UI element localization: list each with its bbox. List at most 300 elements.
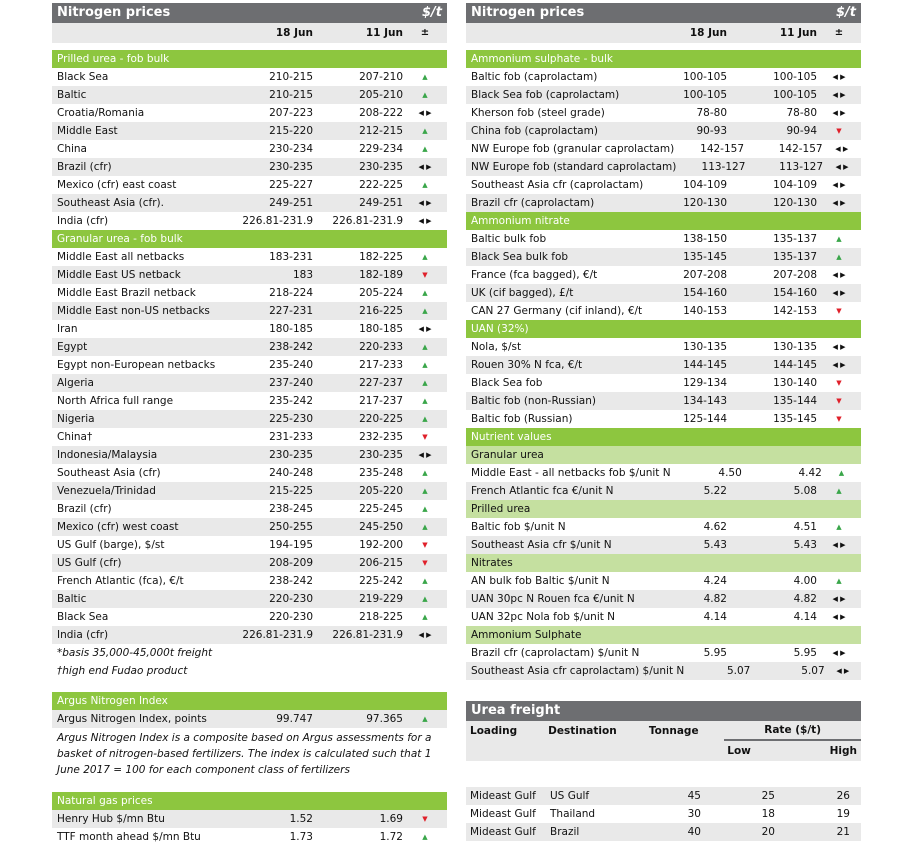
trend-unchanged-icon: ◀ ▶ (418, 325, 432, 333)
section-header: Natural gas prices (52, 792, 447, 810)
value-11-jun: 219-229 (359, 593, 403, 605)
section-header: Prilled urea - fob bulk (52, 50, 447, 68)
value-18-jun: 207-223 (269, 107, 313, 119)
trend-unchanged-icon: ◀ ▶ (832, 271, 846, 279)
row-label: NW Europe fob (granular caprolactam) (471, 143, 675, 155)
row-label: Egypt non-European netbacks (57, 359, 216, 371)
table-row (52, 392, 447, 410)
spacer (52, 680, 447, 692)
value-11-jun: 225-245 (359, 503, 403, 515)
value-11-jun: 135-137 (773, 233, 817, 245)
section-header: Nutrient values (466, 428, 861, 446)
row-label: Algeria (57, 377, 94, 389)
table-row (466, 392, 861, 410)
table-row (52, 158, 447, 176)
value-11-jun: 5.43 (793, 539, 817, 551)
row-label: France (fca bagged), €/t (471, 269, 598, 281)
trend-unchanged-icon: ◀ ▶ (418, 109, 432, 117)
value-11-jun: 142-157 (778, 143, 823, 155)
col-loading: Loading (470, 725, 518, 737)
value-11-jun: 207-208 (773, 269, 817, 281)
column-header-1: 18 Jun (689, 27, 727, 39)
table-row (466, 230, 861, 248)
trend-unchanged-icon: ◀ ▶ (832, 541, 846, 549)
value-11-jun: 192-200 (359, 539, 403, 551)
trend-up-icon: ▲ (836, 487, 842, 495)
value-18-jun: 208-209 (269, 557, 313, 569)
value-11-jun: 218-225 (359, 611, 403, 623)
value-18-jun: 129-134 (683, 377, 727, 389)
row-label: French Atlantic (fca), €/t (57, 575, 184, 587)
value-18-jun: 210-215 (269, 89, 313, 101)
table-row (466, 590, 861, 608)
trend-unchanged-icon: ◀ ▶ (418, 631, 432, 639)
value-18-jun: 240-248 (269, 467, 313, 479)
destination: Thailand (550, 808, 596, 820)
table-row (466, 194, 861, 212)
trend-up-icon: ▲ (422, 289, 428, 297)
freight-title (466, 701, 861, 721)
section-header: Ammonium sulphate - bulk (466, 50, 861, 68)
value-11-jun: 135-137 (773, 251, 817, 263)
row-label: Brazil (cfr) (57, 161, 112, 173)
value-11-jun: 4.42 (798, 467, 822, 479)
table-row (52, 212, 447, 230)
table-row (466, 248, 861, 266)
row-label: US Gulf (barge), $/st (57, 539, 165, 551)
trend-unchanged-icon: ◀ ▶ (832, 649, 846, 657)
column-header-2: 11 Jun (365, 27, 403, 39)
value-18-jun: 104-109 (683, 179, 727, 191)
table-row (466, 176, 861, 194)
row-label: Black Sea (57, 71, 109, 83)
row-label: Middle East (57, 125, 118, 137)
value-11-jun: 154-160 (773, 287, 817, 299)
table-row (52, 572, 447, 590)
value-11-jun: 226.81-231.9 (332, 215, 403, 227)
row-label: Brazil (cfr) (57, 503, 112, 515)
row-label: Nigeria (57, 413, 95, 425)
row-label: Baltic bulk fob (471, 233, 547, 245)
trend-up-icon: ▲ (422, 397, 428, 405)
row-label: Rouen 30% N fca, €/t (471, 359, 583, 371)
value-11-jun: 229-234 (359, 143, 403, 155)
rate-high: 19 (836, 808, 850, 820)
value-11-jun: 4.14 (793, 611, 817, 623)
value-18-jun: 230-235 (269, 449, 313, 461)
value-11-jun: 225-242 (359, 575, 403, 587)
value-18-jun: 235-242 (269, 395, 313, 407)
table-row (52, 536, 447, 554)
rate-low: 20 (761, 826, 775, 838)
rate-group (724, 721, 861, 761)
table-row (52, 194, 447, 212)
table-row (466, 266, 861, 284)
tonnage: 45 (687, 790, 701, 802)
col-tonnage: Tonnage (648, 725, 699, 737)
value-11-jun: 4.00 (793, 575, 817, 587)
value-11-jun: 5.08 (793, 485, 817, 497)
trend-up-icon: ▲ (422, 181, 428, 189)
value-18-jun: 100-105 (683, 71, 727, 83)
trend-up-icon: ▲ (422, 91, 428, 99)
table-row (52, 608, 447, 626)
value-11-jun: 208-222 (359, 107, 403, 119)
value-18-jun: 225-227 (269, 179, 313, 191)
trend-unchanged-icon: ◀ ▶ (418, 163, 432, 171)
trend-unchanged-icon: ◀ ▶ (832, 595, 846, 603)
value-11-jun: 216-225 (359, 305, 403, 317)
table-row (52, 122, 447, 140)
tonnage: 40 (687, 826, 701, 838)
rate-low: 25 (761, 790, 775, 802)
value-11-jun: 220-225 (359, 413, 403, 425)
value-11-jun: 130-135 (773, 341, 817, 353)
value-18-jun: 144-145 (683, 359, 727, 371)
value-18-jun: 4.82 (703, 593, 727, 605)
table-row (466, 284, 861, 302)
value-11-jun: 104-109 (773, 179, 817, 191)
trend-up-icon: ▲ (422, 127, 428, 135)
value-11-jun: 144-145 (773, 359, 817, 371)
row-label: French Atlantic fca €/unit N (471, 485, 614, 497)
value-11-jun: 142-153 (773, 305, 817, 317)
row-label: Kherson fob (steel grade) (471, 107, 605, 119)
value-11-jun: 120-130 (773, 197, 817, 209)
value-11-jun: 1.72 (379, 831, 403, 843)
row-label: Venezuela/Trinidad (57, 485, 156, 497)
table-row (52, 104, 447, 122)
freight-title-text: Urea freight (471, 703, 561, 718)
trend-up-icon: ▲ (422, 379, 428, 387)
value-11-jun: 90-94 (786, 125, 817, 137)
table-row (52, 464, 447, 482)
unit-label: $/t (421, 5, 442, 20)
row-label: Black Sea bulk fob (471, 251, 569, 263)
value-18-jun: 4.62 (703, 521, 727, 533)
row-label: Southeast Asia (cfr). (57, 197, 164, 209)
trend-unchanged-icon: ◀ ▶ (418, 217, 432, 225)
trend-unchanged-icon: ◀ ▶ (832, 613, 846, 621)
rate-low: 18 (761, 808, 775, 820)
trend-down-icon: ▼ (422, 815, 428, 823)
value-18-jun: 225-230 (269, 413, 313, 425)
value-11-jun: 100-105 (773, 89, 817, 101)
value-18-jun: 230-234 (269, 143, 313, 155)
row-label: India (cfr) (57, 215, 109, 227)
table-row (466, 464, 861, 482)
trend-up-icon: ▲ (422, 505, 428, 513)
value-18-jun: 4.14 (703, 611, 727, 623)
table-row (52, 338, 447, 356)
table-row (466, 158, 861, 176)
value-11-jun: 212-215 (359, 125, 403, 137)
value-11-jun: 182-189 (359, 269, 403, 281)
value-11-jun: 205-224 (359, 287, 403, 299)
section-header: UAN (32%) (466, 320, 861, 338)
freight-row (466, 805, 861, 823)
trend-up-icon: ▲ (422, 307, 428, 315)
trend-unchanged-icon: ◀ ▶ (832, 109, 846, 117)
table-row (52, 810, 447, 828)
value-11-jun: 249-251 (359, 197, 403, 209)
table-row (466, 140, 861, 158)
row-label: Southeast Asia cfr (caprolactam) (471, 179, 644, 191)
table-row (466, 356, 861, 374)
spacer (52, 780, 447, 792)
footnote: †high end Fudao product (57, 665, 188, 677)
row-label: Nola, $/st (471, 341, 522, 353)
panel-title (52, 3, 447, 23)
trend-up-icon: ▲ (422, 833, 428, 841)
row-label: Middle East US netback (57, 269, 181, 281)
value-11-jun: 182-225 (359, 251, 403, 263)
value-11-jun: 113-127 (779, 161, 824, 173)
value-11-jun: 5.95 (793, 647, 817, 659)
value-18-jun: 238-242 (269, 341, 313, 353)
loading: Mideast Gulf (470, 808, 536, 820)
value-11-jun: 5.07 (801, 665, 825, 677)
table-row (52, 248, 447, 266)
value-18-jun: 90-93 (696, 125, 727, 137)
value-11-jun: 100-105 (773, 71, 817, 83)
trend-unchanged-icon: ◀ ▶ (835, 163, 849, 171)
row-label: Middle East Brazil netback (57, 287, 196, 299)
value-18-jun: 78-80 (696, 107, 727, 119)
table-row (466, 86, 861, 104)
table-row (52, 410, 447, 428)
unit-label: $/t (835, 5, 856, 20)
value-18-jun: 154-160 (683, 287, 727, 299)
value-18-jun: 238-242 (269, 575, 313, 587)
table-row (52, 554, 447, 572)
trend-up-icon: ▲ (422, 715, 428, 723)
value-11-jun: 235-248 (359, 467, 403, 479)
row-label: US Gulf (cfr) (57, 557, 122, 569)
table-row (52, 500, 447, 518)
value-11-jun: 230-235 (359, 449, 403, 461)
trend-unchanged-icon: ◀ ▶ (832, 91, 846, 99)
value-18-jun: 231-233 (269, 431, 313, 443)
column-header (466, 23, 861, 43)
trend-down-icon: ▼ (836, 379, 842, 387)
row-label: Mexico (cfr) west coast (57, 521, 179, 533)
trend-unchanged-icon: ◀ ▶ (832, 199, 846, 207)
row-label: China† (57, 431, 93, 443)
trend-down-icon: ▼ (422, 559, 428, 567)
row-label: Baltic fob $/unit N (471, 521, 566, 533)
trend-down-icon: ▼ (422, 433, 428, 441)
value-18-jun: 125-144 (683, 413, 727, 425)
nitrogen-prices-left (52, 3, 447, 846)
value-18-jun: 140-153 (683, 305, 727, 317)
trend-down-icon: ▼ (422, 541, 428, 549)
row-label: Baltic fob (caprolactam) (471, 71, 598, 83)
trend-down-icon: ▼ (836, 307, 842, 315)
row-label: Southeast Asia cfr $/unit N (471, 539, 612, 551)
trend-up-icon: ▲ (836, 253, 842, 261)
trend-up-icon: ▲ (422, 361, 428, 369)
trend-up-icon: ▲ (422, 595, 428, 603)
trend-up-icon: ▲ (422, 577, 428, 585)
table-row (52, 710, 447, 728)
row-label: Middle East all netbacks (57, 251, 185, 263)
row-label: Henry Hub $/mn Btu (57, 813, 165, 825)
row-label: China (57, 143, 87, 155)
table-row (52, 828, 447, 846)
value-11-jun: 245-250 (359, 521, 403, 533)
value-18-jun: 218-224 (269, 287, 313, 299)
freight-header (466, 721, 861, 761)
row-label: CAN 27 Germany (cif inland), €/t (471, 305, 643, 317)
row-label: China fob (caprolactam) (471, 125, 598, 137)
value-11-jun: 130-140 (773, 377, 817, 389)
row-label: Black Sea fob (caprolactam) (471, 89, 620, 101)
value-11-jun: 205-210 (359, 89, 403, 101)
column-header-0 (466, 23, 647, 43)
value-18-jun: 250-255 (269, 521, 313, 533)
row-label: NW Europe fob (standard caprolactam) (471, 161, 677, 173)
value-18-jun: 183 (292, 269, 313, 281)
trend-down-icon: ▼ (422, 271, 428, 279)
destination: Brazil (550, 826, 580, 838)
value-18-jun: 227-231 (269, 305, 313, 317)
value-11-jun: 227-237 (359, 377, 403, 389)
trend-up-icon: ▲ (422, 415, 428, 423)
value-18-jun: 135-145 (683, 251, 727, 263)
row-label: AN bulk fob Baltic $/unit N (471, 575, 610, 587)
trend-unchanged-icon: ◀ ▶ (418, 199, 432, 207)
table-row (466, 608, 861, 626)
table-row (52, 428, 447, 446)
value-18-jun: 210-215 (269, 71, 313, 83)
trend-unchanged-icon: ◀ ▶ (832, 181, 846, 189)
value-18-jun: 238-245 (269, 503, 313, 515)
row-label: Baltic (57, 593, 87, 605)
rate-high: 21 (836, 826, 850, 838)
trend-down-icon: ▼ (836, 415, 842, 423)
spacer (466, 43, 861, 50)
loading: Mideast Gulf (470, 826, 536, 838)
trend-up-icon: ▲ (422, 145, 428, 153)
row-label: Egypt (57, 341, 88, 353)
table-row (52, 86, 447, 104)
table-row (52, 176, 447, 194)
row-label: Black Sea fob (471, 377, 543, 389)
panel-title-text: Nitrogen prices (57, 5, 171, 20)
row-label: TTF month ahead $/mn Btu (57, 831, 201, 843)
value-18-jun: 230-235 (269, 161, 313, 173)
value-11-jun: 135-145 (773, 413, 817, 425)
table-row (466, 374, 861, 392)
trend-unchanged-icon: ◀ ▶ (836, 667, 850, 675)
subsection-header: Nitrates (466, 554, 861, 572)
value-11-jun: 222-225 (359, 179, 403, 191)
rate-subheads (724, 741, 861, 761)
table-row (466, 68, 861, 86)
section-header: Argus Nitrogen Index (52, 692, 447, 710)
table-row (52, 446, 447, 464)
value-18-jun: 215-220 (269, 125, 313, 137)
trend-unchanged-icon: ◀ ▶ (832, 289, 846, 297)
row-label: North Africa full range (57, 395, 174, 407)
freight-gap (466, 761, 861, 787)
value-11-jun: 4.82 (793, 593, 817, 605)
value-18-jun: 237-240 (269, 377, 313, 389)
value-11-jun: 206-215 (359, 557, 403, 569)
table-row (466, 572, 861, 590)
value-18-jun: 207-208 (683, 269, 727, 281)
row-label: Argus Nitrogen Index, points (57, 713, 207, 725)
rate-high: 26 (836, 790, 850, 802)
table-row (52, 482, 447, 500)
value-18-jun: 249-251 (269, 197, 313, 209)
value-18-jun: 1.52 (289, 813, 313, 825)
row-label: Baltic fob (Russian) (471, 413, 573, 425)
row-label: Mexico (cfr) east coast (57, 179, 177, 191)
value-18-jun: 194-195 (269, 539, 313, 551)
column-header-3: ± (420, 27, 430, 38)
table-row (52, 590, 447, 608)
table-row (52, 302, 447, 320)
trend-up-icon: ▲ (422, 253, 428, 261)
trend-up-icon: ▲ (422, 343, 428, 351)
value-18-jun: 4.50 (718, 467, 742, 479)
trend-unchanged-icon: ◀ ▶ (832, 73, 846, 81)
value-11-jun: 78-80 (786, 107, 817, 119)
value-11-jun: 4.51 (793, 521, 817, 533)
value-11-jun: 232-235 (359, 431, 403, 443)
row-label: Black Sea (57, 611, 109, 623)
subsection-header: Granular urea (466, 446, 861, 464)
row-label: Middle East non-US netbacks (57, 305, 210, 317)
value-18-jun: 138-150 (683, 233, 727, 245)
footnote: *basis 35,000-45,000t freight (57, 647, 213, 659)
panel-title (466, 3, 861, 23)
row-label: Southeast Asia cfr caprolactam) $/unit N (471, 665, 685, 677)
value-11-jun: 217-237 (359, 395, 403, 407)
subsection-header: Prilled urea (466, 500, 861, 518)
nitrogen-prices-right (466, 3, 861, 680)
table-row (466, 644, 861, 662)
value-18-jun: 5.95 (703, 647, 727, 659)
row-label: Brazil cfr (caprolactam) $/unit N (471, 647, 640, 659)
row-label: Iran (57, 323, 78, 335)
value-11-jun: 1.69 (379, 813, 403, 825)
urea-freight-table (466, 701, 861, 841)
section-header: Granular urea - fob bulk (52, 230, 447, 248)
row-label: Baltic fob (non-Russian) (471, 395, 596, 407)
freight-row (466, 787, 861, 805)
table-row (466, 122, 861, 140)
value-11-jun: 205-220 (359, 485, 403, 497)
table-row (52, 626, 447, 644)
table-row (52, 284, 447, 302)
table-row (52, 320, 447, 338)
column-header-1: 18 Jun (275, 27, 313, 39)
table-row (466, 482, 861, 500)
column-header-2: 11 Jun (779, 27, 817, 39)
trend-up-icon: ▲ (422, 469, 428, 477)
row-label: Brazil cfr (caprolactam) (471, 197, 595, 209)
row-label: Croatia/Romania (57, 107, 145, 119)
value-18-jun: 5.22 (703, 485, 727, 497)
destination: US Gulf (550, 790, 590, 802)
value-18-jun: 1.73 (289, 831, 313, 843)
freight-rows (466, 787, 861, 841)
value-11-jun: 226.81-231.9 (332, 629, 403, 641)
row-label: Middle East - all netbacks fob $/unit N (471, 467, 671, 479)
